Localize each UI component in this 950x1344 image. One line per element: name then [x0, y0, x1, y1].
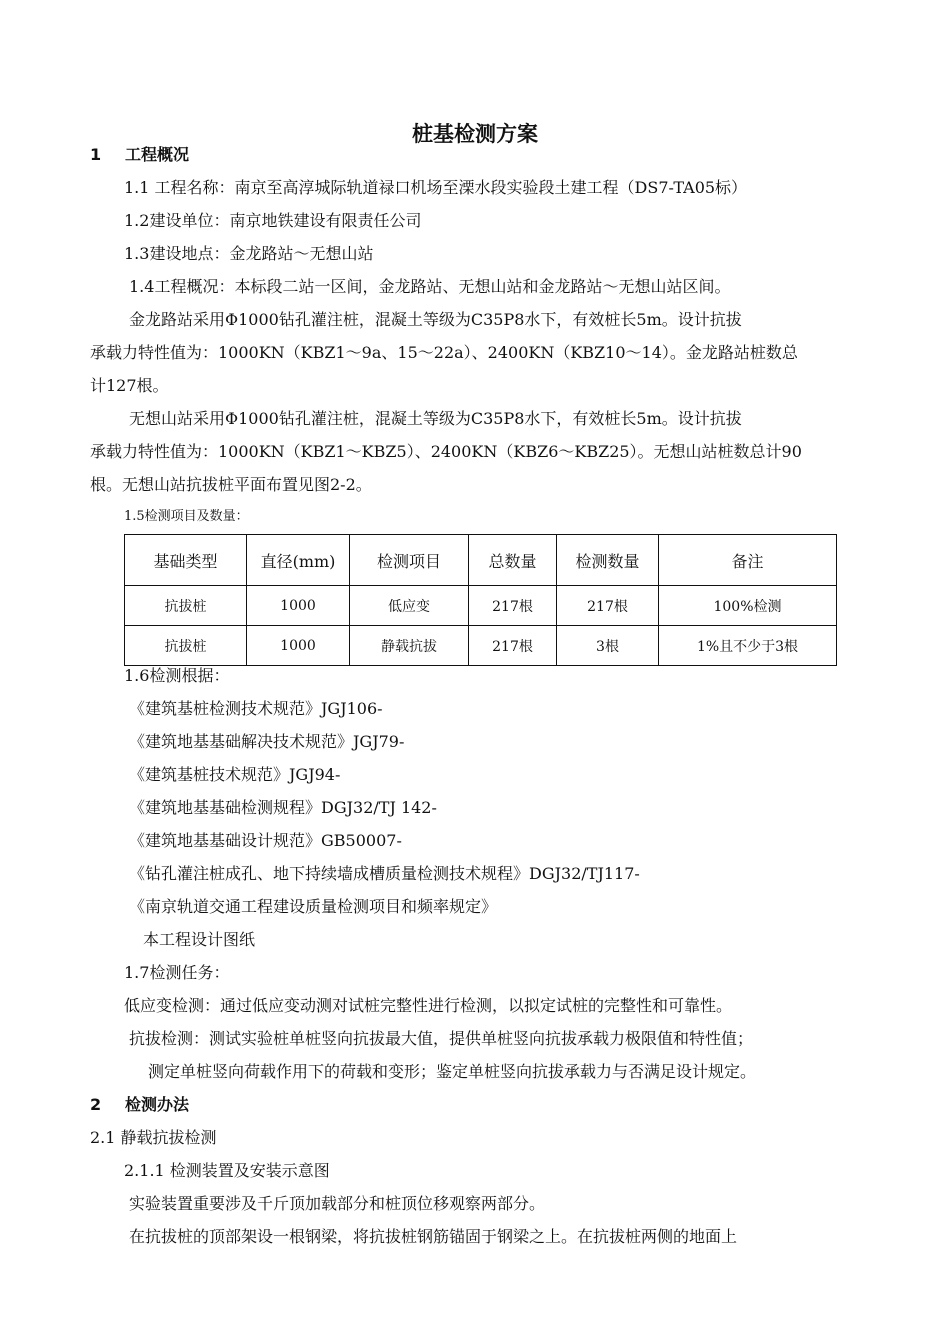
table-cell: 低应变	[350, 586, 469, 626]
paragraph-2-1: 2.1 静载抗拔检测	[90, 1128, 217, 1147]
header-foundation-type: 基础类型	[125, 535, 247, 586]
paragraph-1-7: 1.7检测任务：	[124, 963, 230, 982]
table-row	[125, 626, 837, 666]
design-drawings: 本工程设计图纸	[143, 930, 256, 949]
inspection-table	[124, 534, 837, 666]
section-number: 1	[90, 145, 102, 164]
basis-item: 《建筑地基基础检测规程》DGJ32/TJ 142-	[129, 798, 437, 817]
paragraph-1-5: 1.5检测项目及数量：	[124, 509, 249, 524]
header-test-item: 检测项目	[350, 535, 469, 586]
table-cell: 3根	[557, 626, 659, 666]
table-cell: 抗拔桩	[125, 586, 247, 626]
section-1-heading	[90, 145, 189, 165]
section-number: 2	[90, 1095, 102, 1114]
section-title: 工程概况	[125, 145, 190, 164]
table-row	[125, 586, 837, 626]
table-cell: 1000	[247, 586, 350, 626]
paragraph-1-2: 1.2建设单位：南京地铁建设有限责任公司	[124, 211, 422, 230]
wuxiang-line-1: 无想山站采用Φ1000钻孔灌注桩，混凝土等级为C35P8水下，有效桩长5m。设计抗拔	[129, 409, 742, 428]
basis-item: 《建筑地基基础解决技术规范》JGJ79-	[129, 732, 405, 751]
basis-item: 《建筑基桩检测技术规范》JGJ106-	[129, 699, 383, 718]
paragraph-setup: 在抗拔桩的顶部架设一根钢梁，将抗拔桩钢筋锚固于钢梁之上。在抗拔桩两侧的地面上	[129, 1227, 738, 1246]
header-remarks: 备注	[659, 535, 837, 586]
basis-item: 《建筑地基基础设计规范》GB50007-	[129, 831, 402, 850]
paragraph-1-4: 1.4工程概况：本标段二站一区间，金龙路站、无想山站和金龙路站～无想山站区间。	[129, 277, 731, 296]
table-header-row	[125, 535, 837, 586]
table-cell: 静载抗拔	[350, 626, 469, 666]
jinlong-line-3: 计127根。	[90, 376, 169, 395]
section-title: 检测办法	[125, 1095, 190, 1114]
task-pullout-line-1: 抗拔检测：测试实验桩单桩竖向抗拔最大值，提供单桩竖向抗拔承载力极限值和特性值；	[129, 1029, 754, 1048]
jinlong-line-1: 金龙路站采用Φ1000钻孔灌注桩，混凝土等级为C35P8水下，有效桩长5m。设计抗拔	[129, 310, 742, 329]
wuxiang-line-2: 承载力特性值为：1000KN（KBZ1～KBZ5）、2400KN（KBZ6～KBZ25）。无想山站桩数总计90	[90, 442, 802, 461]
table-cell: 100%检测	[659, 586, 837, 626]
paragraph-1-3: 1.3建设地点：金龙路站～无想山站	[124, 244, 374, 263]
header-total: 总数量	[469, 535, 557, 586]
task-pullout-line-2: 测定单桩竖向荷载作用下的荷载和变形；鉴定单桩竖向抗拔承载力与否满足设计规定。	[148, 1062, 757, 1081]
wuxiang-line-3: 根。无想山站抗拔桩平面布置见图2-2。	[90, 475, 372, 494]
table-cell: 217根	[557, 586, 659, 626]
section-2-heading	[90, 1095, 189, 1115]
header-diameter: 直径(mm)	[247, 535, 350, 586]
table-cell: 217根	[469, 626, 557, 666]
basis-item: 《南京轨道交通工程建设质量检测项目和频率规定》	[129, 897, 498, 916]
table-cell: 1%且不少于3根	[659, 626, 837, 666]
task-low-strain: 低应变检测：通过低应变动测对试桩完整性进行检测，以拟定试桩的完整性和可靠性。	[124, 996, 733, 1015]
paragraph-apparatus: 实验装置重要涉及千斤顶加载部分和桩顶位移观察两部分。	[129, 1194, 546, 1213]
table-cell: 抗拔桩	[125, 626, 247, 666]
basis-item: 《钻孔灌注桩成孔、地下持续墙成槽质量检测技术规程》DGJ32/TJ117-	[129, 864, 640, 883]
header-test-count: 检测数量	[557, 535, 659, 586]
paragraph-1-1: 1.1 工程名称：南京至高淳城际轨道禄口机场至溧水段实验段土建工程（DS7-TA05标）	[124, 178, 748, 197]
table-cell: 217根	[469, 586, 557, 626]
jinlong-line-2: 承载力特性值为：1000KN（KBZ1～9a、15～22a）、2400KN（KBZ10～14）。金龙路站桩数总	[90, 343, 798, 362]
table-cell: 1000	[247, 626, 350, 666]
basis-item: 《建筑基桩技术规范》JGJ94-	[129, 765, 341, 784]
page-title: 桩基检测方案	[412, 122, 538, 146]
paragraph-2-1-1: 2.1.1 检测装置及安装示意图	[124, 1161, 330, 1180]
paragraph-1-6: 1.6检测根据：	[124, 666, 230, 685]
